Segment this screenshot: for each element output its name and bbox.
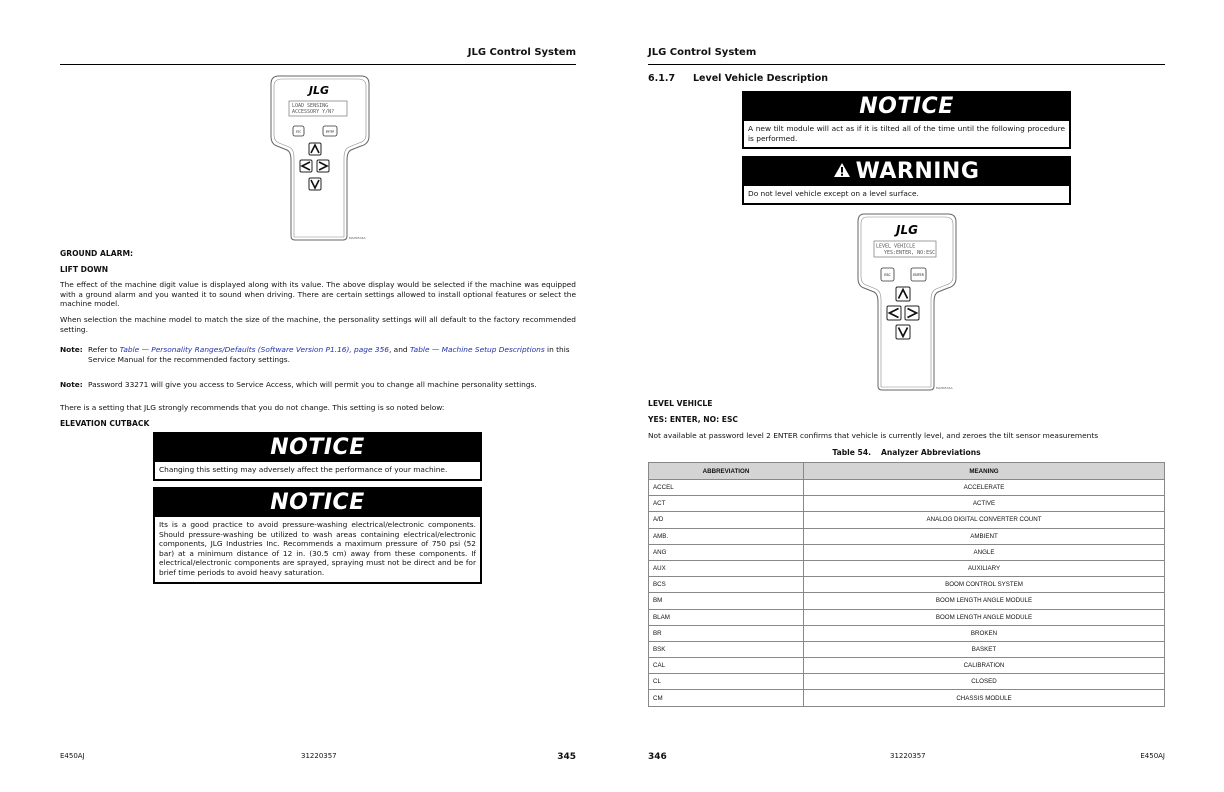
meaning-cell: BOOM LENGTH ANGLE MODULE — [804, 593, 1165, 609]
table-row — [649, 658, 1165, 674]
table-row — [649, 674, 1165, 690]
note-text: Refer to — [88, 345, 120, 354]
notice-body: Its is a good practice to avoid pressure-washing electrical/electronic components. Should pressure-washing be utilized to wash areas containing electrical/electronic components, JLG Industries Inc. Recommends a maximum pressure of 750 psi (52 bar) at a minimum distance of 12 in. (30.5 cm) away from these components. If electrical/electronic components are sprayed, spraying must not be direct and be for brief time periods to avoid heavy saturation. — [159, 520, 476, 577]
paragraph-recommended-setting: There is a setting that JLG strongly recommends that you do not change. This setting is so noted below: — [60, 403, 445, 412]
table-number: Table 54. — [832, 448, 871, 457]
analyzer-device-figure — [854, 212, 964, 392]
link-machine-setup-table[interactable]: Table — Machine Setup Descriptions — [409, 345, 545, 354]
table-caption — [648, 448, 1165, 457]
table-header-row — [649, 463, 1165, 480]
abbreviation-cell: ANG — [649, 544, 804, 560]
abbreviation-cell: ACCEL — [649, 480, 804, 496]
svg-text:ACCESSORY Y/N?: ACCESSORY Y/N? — [292, 109, 335, 115]
notice-box-tilt-module — [742, 91, 1071, 149]
svg-text:ENTER: ENTER — [325, 130, 335, 134]
notice-title: NOTICE — [155, 489, 480, 517]
meaning-cell: ANGLE — [804, 544, 1165, 560]
meaning-cell: ACTIVE — [804, 496, 1165, 512]
abbreviation-cell: CL — [649, 674, 804, 690]
notice-box-setting — [153, 432, 482, 481]
table-row — [649, 544, 1165, 560]
note-text: in this Service Manual for the recommended factory settings. — [88, 345, 570, 364]
warning-box-level-surface — [742, 156, 1071, 205]
abbreviation-cell: CAL — [649, 658, 804, 674]
svg-text:LEVEL VEHICLE: LEVEL VEHICLE — [876, 243, 916, 250]
meaning-cell: BOOM CONTROL SYSTEM — [804, 577, 1165, 593]
note-label: Note: — [60, 345, 83, 354]
heading-elevation-cutback: ELEVATION CUTBACK — [60, 419, 150, 428]
left-page — [60, 0, 576, 792]
table-row — [649, 625, 1165, 641]
svg-text:YES:ENTER, NO:ESC: YES:ENTER, NO:ESC — [884, 250, 936, 256]
abbreviation-cell: BM — [649, 593, 804, 609]
running-head: JLG Control System — [467, 47, 576, 58]
svg-text:MAH0534A: MAH0534A — [349, 236, 366, 240]
notice-title: NOTICE — [155, 434, 480, 462]
table-title: Analyzer Abbreviations — [881, 448, 981, 457]
notice-body: A new tilt module will act as if it is tilted all of the time until the following procedure is performed. — [748, 124, 1065, 143]
meaning-cell: AMBIENT — [804, 528, 1165, 544]
footer-doc-number: 31220357 — [890, 752, 926, 760]
table-row — [649, 496, 1165, 512]
abbreviation-cell: ACT — [649, 496, 804, 512]
handheld-analyzer-illustration — [854, 212, 964, 392]
note-body — [88, 345, 576, 364]
meaning-cell: CHASSIS MODULE — [804, 690, 1165, 706]
table-row — [649, 609, 1165, 625]
handheld-analyzer-illustration — [269, 74, 377, 242]
table-row — [649, 512, 1165, 528]
analyzer-device-figure — [269, 74, 377, 242]
column-header-meaning: MEANING — [804, 463, 1165, 480]
warning-title — [744, 158, 1069, 186]
running-head: JLG Control System — [648, 47, 757, 58]
svg-text:JLG: JLG — [308, 84, 330, 97]
analyzer-abbreviations-table — [648, 462, 1165, 707]
heading-ground-alarm: GROUND ALARM: — [60, 249, 134, 258]
section-number: 6.1.7 — [648, 73, 676, 84]
meaning-cell: BASKET — [804, 641, 1165, 657]
table-row — [649, 480, 1165, 496]
meaning-cell: CLOSED — [804, 674, 1165, 690]
note-factory-settings — [60, 345, 576, 364]
link-personality-ranges-table[interactable]: Table — Personality Ranges/Defaults (Software Version P1.16), page 356 — [119, 345, 389, 354]
meaning-cell: ACCELERATE — [804, 480, 1165, 496]
footer-model: E450AJ — [1140, 752, 1165, 760]
svg-text:JLG: JLG — [896, 223, 918, 237]
warning-body: Do not level vehicle except on a level surface. — [748, 189, 919, 198]
abbreviation-cell: AMB. — [649, 528, 804, 544]
notice-title: NOTICE — [744, 93, 1069, 121]
abbreviation-cell: BR — [649, 625, 804, 641]
note-body: Password 33271 will give you access to Service Access, which will permit you to change all machine personality settings. — [88, 380, 537, 389]
table-row — [649, 560, 1165, 576]
abbreviation-cell: BLAM — [649, 609, 804, 625]
warning-triangle-icon — [834, 163, 850, 177]
abbreviation-cell: BSK — [649, 641, 804, 657]
table-row — [649, 593, 1165, 609]
svg-text:ENTER: ENTER — [913, 273, 924, 277]
heading-level-vehicle: LEVEL VEHICLE — [648, 399, 713, 408]
svg-text:MAH0531A: MAH0531A — [936, 386, 953, 390]
warning-title-text: WARNING — [855, 159, 980, 184]
abbreviation-cell: BCS — [649, 577, 804, 593]
notice-box-pressure-washing — [153, 487, 482, 584]
column-header-abbreviation: ABBREVIATION — [649, 463, 804, 480]
right-page — [648, 0, 1165, 792]
paragraph-machine-model: When selection the machine model to match the size of the machine, the personality settings will all default to the factory recommended setting. — [60, 315, 576, 334]
meaning-cell: AUXILIARY — [804, 560, 1165, 576]
svg-text:ESC: ESC — [295, 130, 302, 134]
paragraph-machine-digit: The effect of the machine digit value is displayed along with its value. The above display would be selected if the machine was equipped with a ground alarm and you wanted it to sound when driving. There are certain settings allowed to install optional features or select the machine model. — [60, 280, 576, 309]
note-password — [60, 380, 576, 390]
note-label: Note: — [60, 380, 83, 389]
section-title: Level Vehicle Description — [693, 73, 829, 84]
meaning-cell: BROKEN — [804, 625, 1165, 641]
footer-doc-number: 31220357 — [301, 752, 337, 760]
abbreviation-cell: CM — [649, 690, 804, 706]
table-row — [649, 641, 1165, 657]
meaning-cell: ANALOG DIGITAL CONVERTER COUNT — [804, 512, 1165, 528]
header-rule — [60, 64, 576, 65]
table-row — [649, 528, 1165, 544]
heading-yes-enter-no-esc: YES: ENTER, NO: ESC — [648, 415, 738, 424]
abbreviation-cell: A/D — [649, 512, 804, 528]
table-row — [649, 577, 1165, 593]
note-text: , and — [388, 345, 410, 354]
abbreviation-cell: AUX — [649, 560, 804, 576]
notice-body: Changing this setting may adversely affect the performance of your machine. — [159, 465, 448, 474]
meaning-cell: CALIBRATION — [804, 658, 1165, 674]
heading-lift-down: LIFT DOWN — [60, 265, 109, 274]
table-row — [649, 690, 1165, 706]
footer-model: E450AJ — [60, 752, 85, 760]
svg-text:LOAD SENSING: LOAD SENSING — [292, 103, 329, 109]
paragraph-password-level: Not available at password level 2 ENTER confirms that vehicle is currently level, and zeroes the tilt sensor measurements — [648, 431, 1099, 440]
footer-page-number: 346 — [648, 752, 667, 762]
header-rule — [648, 64, 1165, 65]
footer-page-number: 345 — [557, 752, 576, 762]
svg-text:ESC: ESC — [884, 273, 891, 277]
meaning-cell: BOOM LENGTH ANGLE MODULE — [804, 609, 1165, 625]
